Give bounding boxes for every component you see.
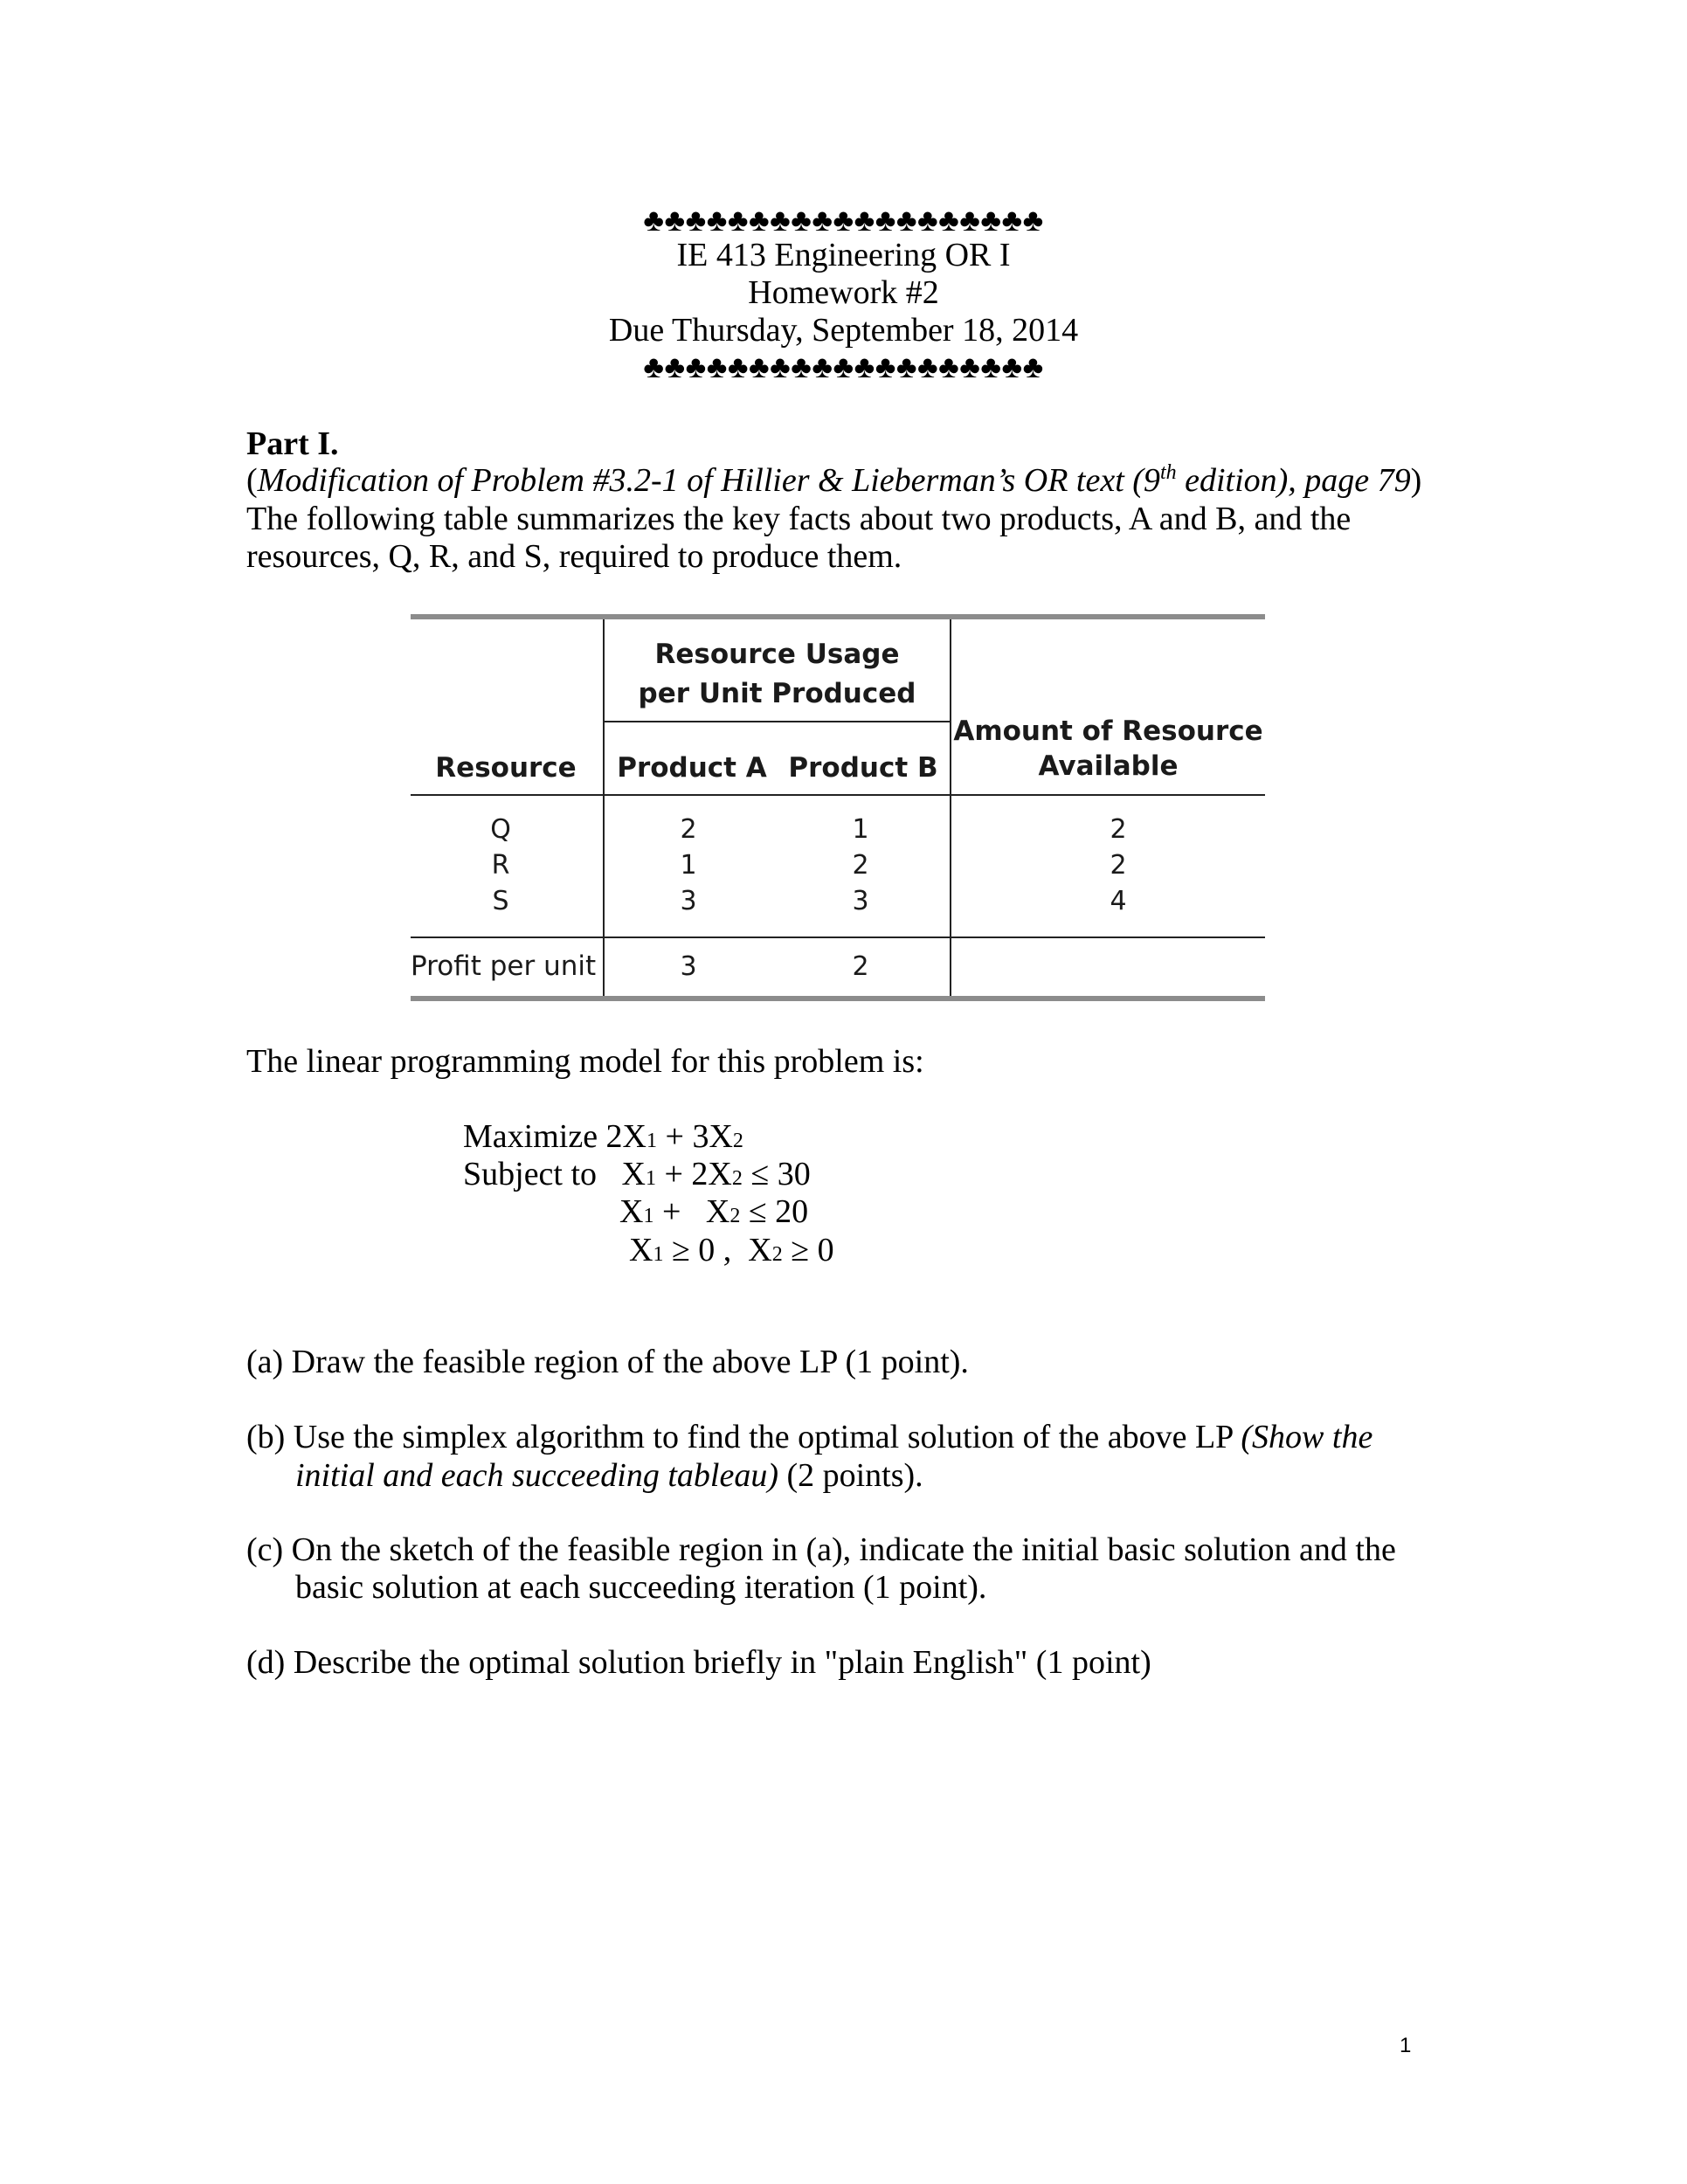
source-citation: (Modification of Problem #3.2-1 of Hillier & Lieberman’s OR text (9th edition), page 79) [246,461,1422,499]
table-bottom-rule [411,996,1265,1001]
header-product-a: Product A [617,752,767,784]
question-b-line-1: (b) Use the simplex algorithm to find the optimal solution of the above LP (Show the [246,1419,1373,1455]
ornament-top: ♣♣♣♣♣♣♣♣♣♣♣♣♣♣♣♣♣♣♣ [643,203,1044,238]
row-q-product-b: 1 [852,814,869,845]
row-r-resource: R [491,850,510,881]
resource-table [0,0,1687,1048]
intro-line-1: The following table summarizes the key facts about two products, A and B, and the [246,501,1352,537]
row-s-product-b: 3 [852,886,869,916]
header-resource: Resource [435,752,577,784]
intro-line-2: resources, Q, R, and S, required to produce them. [246,538,902,575]
part-title: Part I. [246,425,339,462]
header-product-b: Product B [788,752,938,784]
row-s-resource: S [492,886,509,916]
row-q-product-a: 2 [680,814,697,845]
row-s-available: 4 [1110,886,1127,916]
course-title: IE 413 Engineering OR I [676,237,1011,273]
question-d: (d) Describe the optimal solution briefly in "plain English" (1 point) [246,1644,1151,1681]
row-r-available: 2 [1110,850,1127,881]
lp-constraint-1: Subject to X1 + 2X2 ≤ 30 [463,1156,811,1192]
ornament-bottom: ♣♣♣♣♣♣♣♣♣♣♣♣♣♣♣♣♣♣♣ [643,349,1044,384]
profit-label: Profit per unit [411,950,597,982]
row-q-available: 2 [1110,814,1127,845]
column-divider-2 [950,619,951,996]
assignment-title: Homework #2 [748,274,939,311]
lp-objective: Maximize 2X1 + 3X2 [463,1118,743,1155]
row-r-product-b: 2 [852,850,869,881]
lp-nonnegativity: X1 ≥ 0 , X2 ≥ 0 [629,1232,834,1268]
profit-product-a: 3 [680,951,697,982]
header-amount-line-1: Amount of Resource [953,715,1263,747]
page-number: 1 [1400,2034,1412,2057]
table-top-rule [411,614,1265,619]
profit-product-b: 2 [852,951,869,982]
header-usage-line-1: Resource Usage [654,639,900,670]
row-r-product-a: 1 [680,850,697,881]
header-amount-line-2: Available [1038,750,1179,782]
usage-underline [603,721,951,722]
question-a: (a) Draw the feasible region of the above LP (1 point). [246,1344,969,1380]
row-q-resource: Q [490,814,511,845]
profit-rule [411,936,1265,938]
row-s-product-a: 3 [680,886,697,916]
question-c-line-2: basic solution at each succeeding iteration (1 point). [295,1569,987,1606]
header-usage-line-2: per Unit Produced [638,678,916,709]
question-b-line-2: initial and each succeeding tableau) (2 points). [295,1457,923,1494]
due-date: Due Thursday, September 18, 2014 [608,312,1079,349]
question-c-line-1: (c) On the sketch of the feasible region in (a), indicate the initial basic solution and the [246,1531,1396,1568]
lp-constraint-2: X1 + X2 ≤ 20 [619,1193,809,1230]
lp-intro: The linear programming model for this problem is: [246,1043,924,1080]
header-rule [411,794,1265,796]
